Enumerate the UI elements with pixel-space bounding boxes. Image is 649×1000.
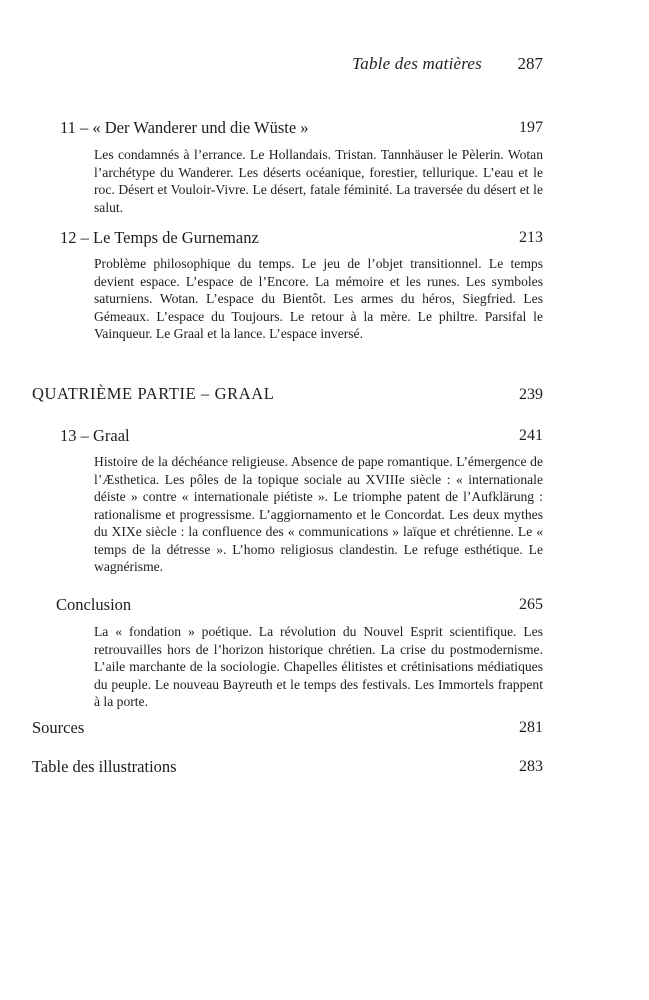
chapter-summary: Histoire de la déchéance religieuse. Absence de pape romantique. L’émergence de l’Æsthetica. Les pôles de la topique sociale au XVIIIe siècle : « internationale déiste » contre « internationale piétiste ». Le triomphe patent de l’Aufklärung : rationalisme et progressisme. L’aggiornamento et le Concordat. Les deux mythes du XIXe siècle : la confluence des « communications » laïque et chrétienne. Le « temps de la détresse ». L’homo religiosus clandestin. Le refuge esthétique. Le wagnérisme. — [94, 454, 543, 574]
chapter-page-number: 197 — [519, 119, 543, 136]
chapter-heading: 12 – Le Temps de Gurnemanz — [60, 228, 259, 247]
conclusion-page-number: 265 — [519, 596, 543, 613]
conclusion-heading: Conclusion — [56, 595, 132, 614]
chapter-page-number: 241 — [519, 427, 543, 444]
chapter-summary: Problème philosophique du temps. Le jeu de l’objet transitionnel. Le temps devient espace. L’espace de l’Encore. La mémoire et les runes. Les symboles saturniens. Wotan. L’espace du Bientôt. Les armes du héros, Siegfried. Les Gémeaux. L’espace du Toujours. Le retour à la mère. Le philtre. Parsifal le Vainqueur. Le Graal et la lance. L’espace inversé. — [94, 256, 543, 341]
chapter-heading: 11 – « Der Wanderer und die Wüste » — [60, 118, 309, 137]
illustrations-page-number: 283 — [519, 758, 543, 775]
chapter-page-number: 213 — [519, 229, 543, 246]
part-page-number: 239 — [519, 386, 543, 403]
chapter-heading: 13 – Graal — [60, 426, 130, 445]
running-title: Table des matières — [352, 54, 482, 73]
chapter-summary: Les condamnés à l’errance. Le Hollandais. Tristan. Tannhäuser le Pèlerin. Wotan l’archétype du Wanderer. Les déserts océanique, forestier, tellurique. L’eau et le roc. Désert et Vouloir-Vivre. Le désert, fatale féminité. La traversée du désert et le salut. — [94, 147, 543, 215]
sources-heading: Sources — [32, 718, 85, 737]
part-heading: QUATRIÈME PARTIE – GRAAL — [32, 384, 275, 403]
sources-page-number: 281 — [519, 719, 543, 736]
page-number: 287 — [517, 54, 543, 73]
illustrations-heading: Table des illustrations — [32, 757, 177, 776]
conclusion-summary: La « fondation » poétique. La révolution du Nouvel Esprit scientifique. Les retrouvailles hors de l’horizon historique chrétien. La crise du postmodernisme. L’aile marchante de la sociologie. Chapelles élitistes et crétinisations médiatiques du peuple. Le nouveau Bayreuth et le temps des festivals. Les Immortels frappent à la porte. — [94, 624, 543, 709]
running-header — [0, 54, 649, 78]
